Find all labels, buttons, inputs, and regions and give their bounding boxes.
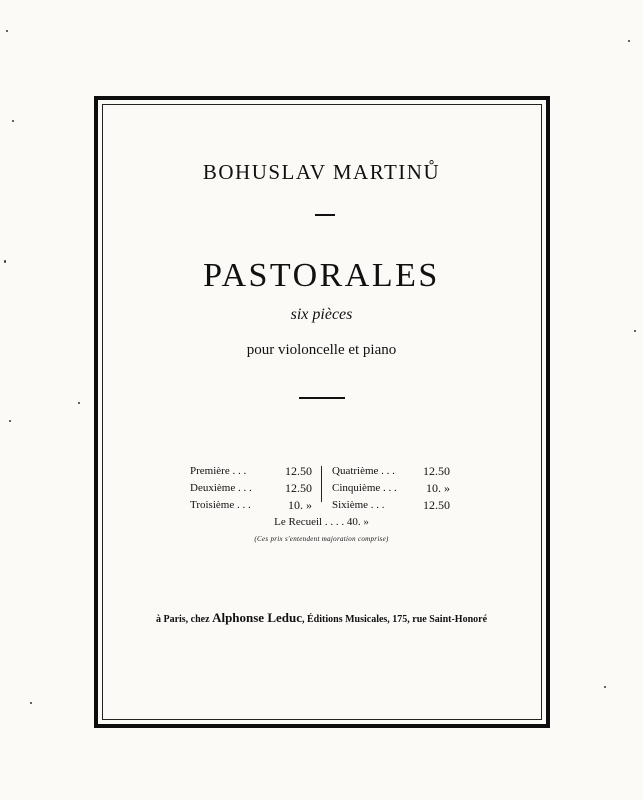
- instrumentation-line: pour violoncelle et piano: [246, 342, 397, 358]
- price-row: [190, 480, 312, 496]
- piece-name: Deuxième . . .: [190, 482, 252, 494]
- scan-speck: [78, 402, 80, 404]
- piece-price: 12.50: [423, 464, 450, 478]
- scan-speck: [30, 702, 32, 704]
- piece-price: 10. »: [288, 498, 312, 512]
- composer-name: BOHUSLAV MARTINŮ: [202, 160, 441, 184]
- publisher-line: [0, 610, 643, 626]
- collection-price: Le Recueil . . . . 40. »: [274, 516, 369, 528]
- scan-speck: [6, 30, 8, 32]
- piece-price: 10. »: [426, 481, 450, 495]
- price-row: [190, 497, 312, 513]
- price-row: [332, 497, 450, 513]
- piece-name: Quatrième . . .: [332, 465, 395, 477]
- piece-name: Sixième . . .: [332, 499, 385, 511]
- piece-name: Cinquième . . .: [332, 482, 397, 494]
- cover-border-inner: [102, 104, 542, 720]
- scan-speck: [634, 330, 636, 332]
- ornament-dash: [315, 214, 335, 216]
- work-subtitle: six pièces: [290, 306, 353, 323]
- publisher-name: Alphonse Leduc: [212, 610, 303, 625]
- work-title: PASTORALES: [203, 257, 440, 294]
- piece-price: 12.50: [285, 464, 312, 478]
- scan-speck: [604, 686, 606, 688]
- piece-price: 12.50: [285, 481, 312, 495]
- price-row: [190, 463, 312, 479]
- publisher-address: , Éditions Musicales, 175, rue Saint-Honoré: [302, 614, 488, 625]
- ornament-rule: [299, 397, 345, 399]
- price-note: (Ces prix s'entendent majoration comprise): [254, 535, 389, 543]
- price-row: [332, 480, 450, 496]
- scan-speck: [9, 420, 11, 422]
- scan-speck: [628, 40, 630, 42]
- publisher-prefix: à Paris, chez: [155, 614, 213, 625]
- price-divider: [321, 466, 322, 502]
- scan-speck: [12, 120, 14, 122]
- piece-name: Première . . .: [190, 465, 247, 477]
- piece-price: 12.50: [423, 498, 450, 512]
- piece-name: Troisième . . .: [190, 499, 251, 511]
- price-row: [332, 463, 450, 479]
